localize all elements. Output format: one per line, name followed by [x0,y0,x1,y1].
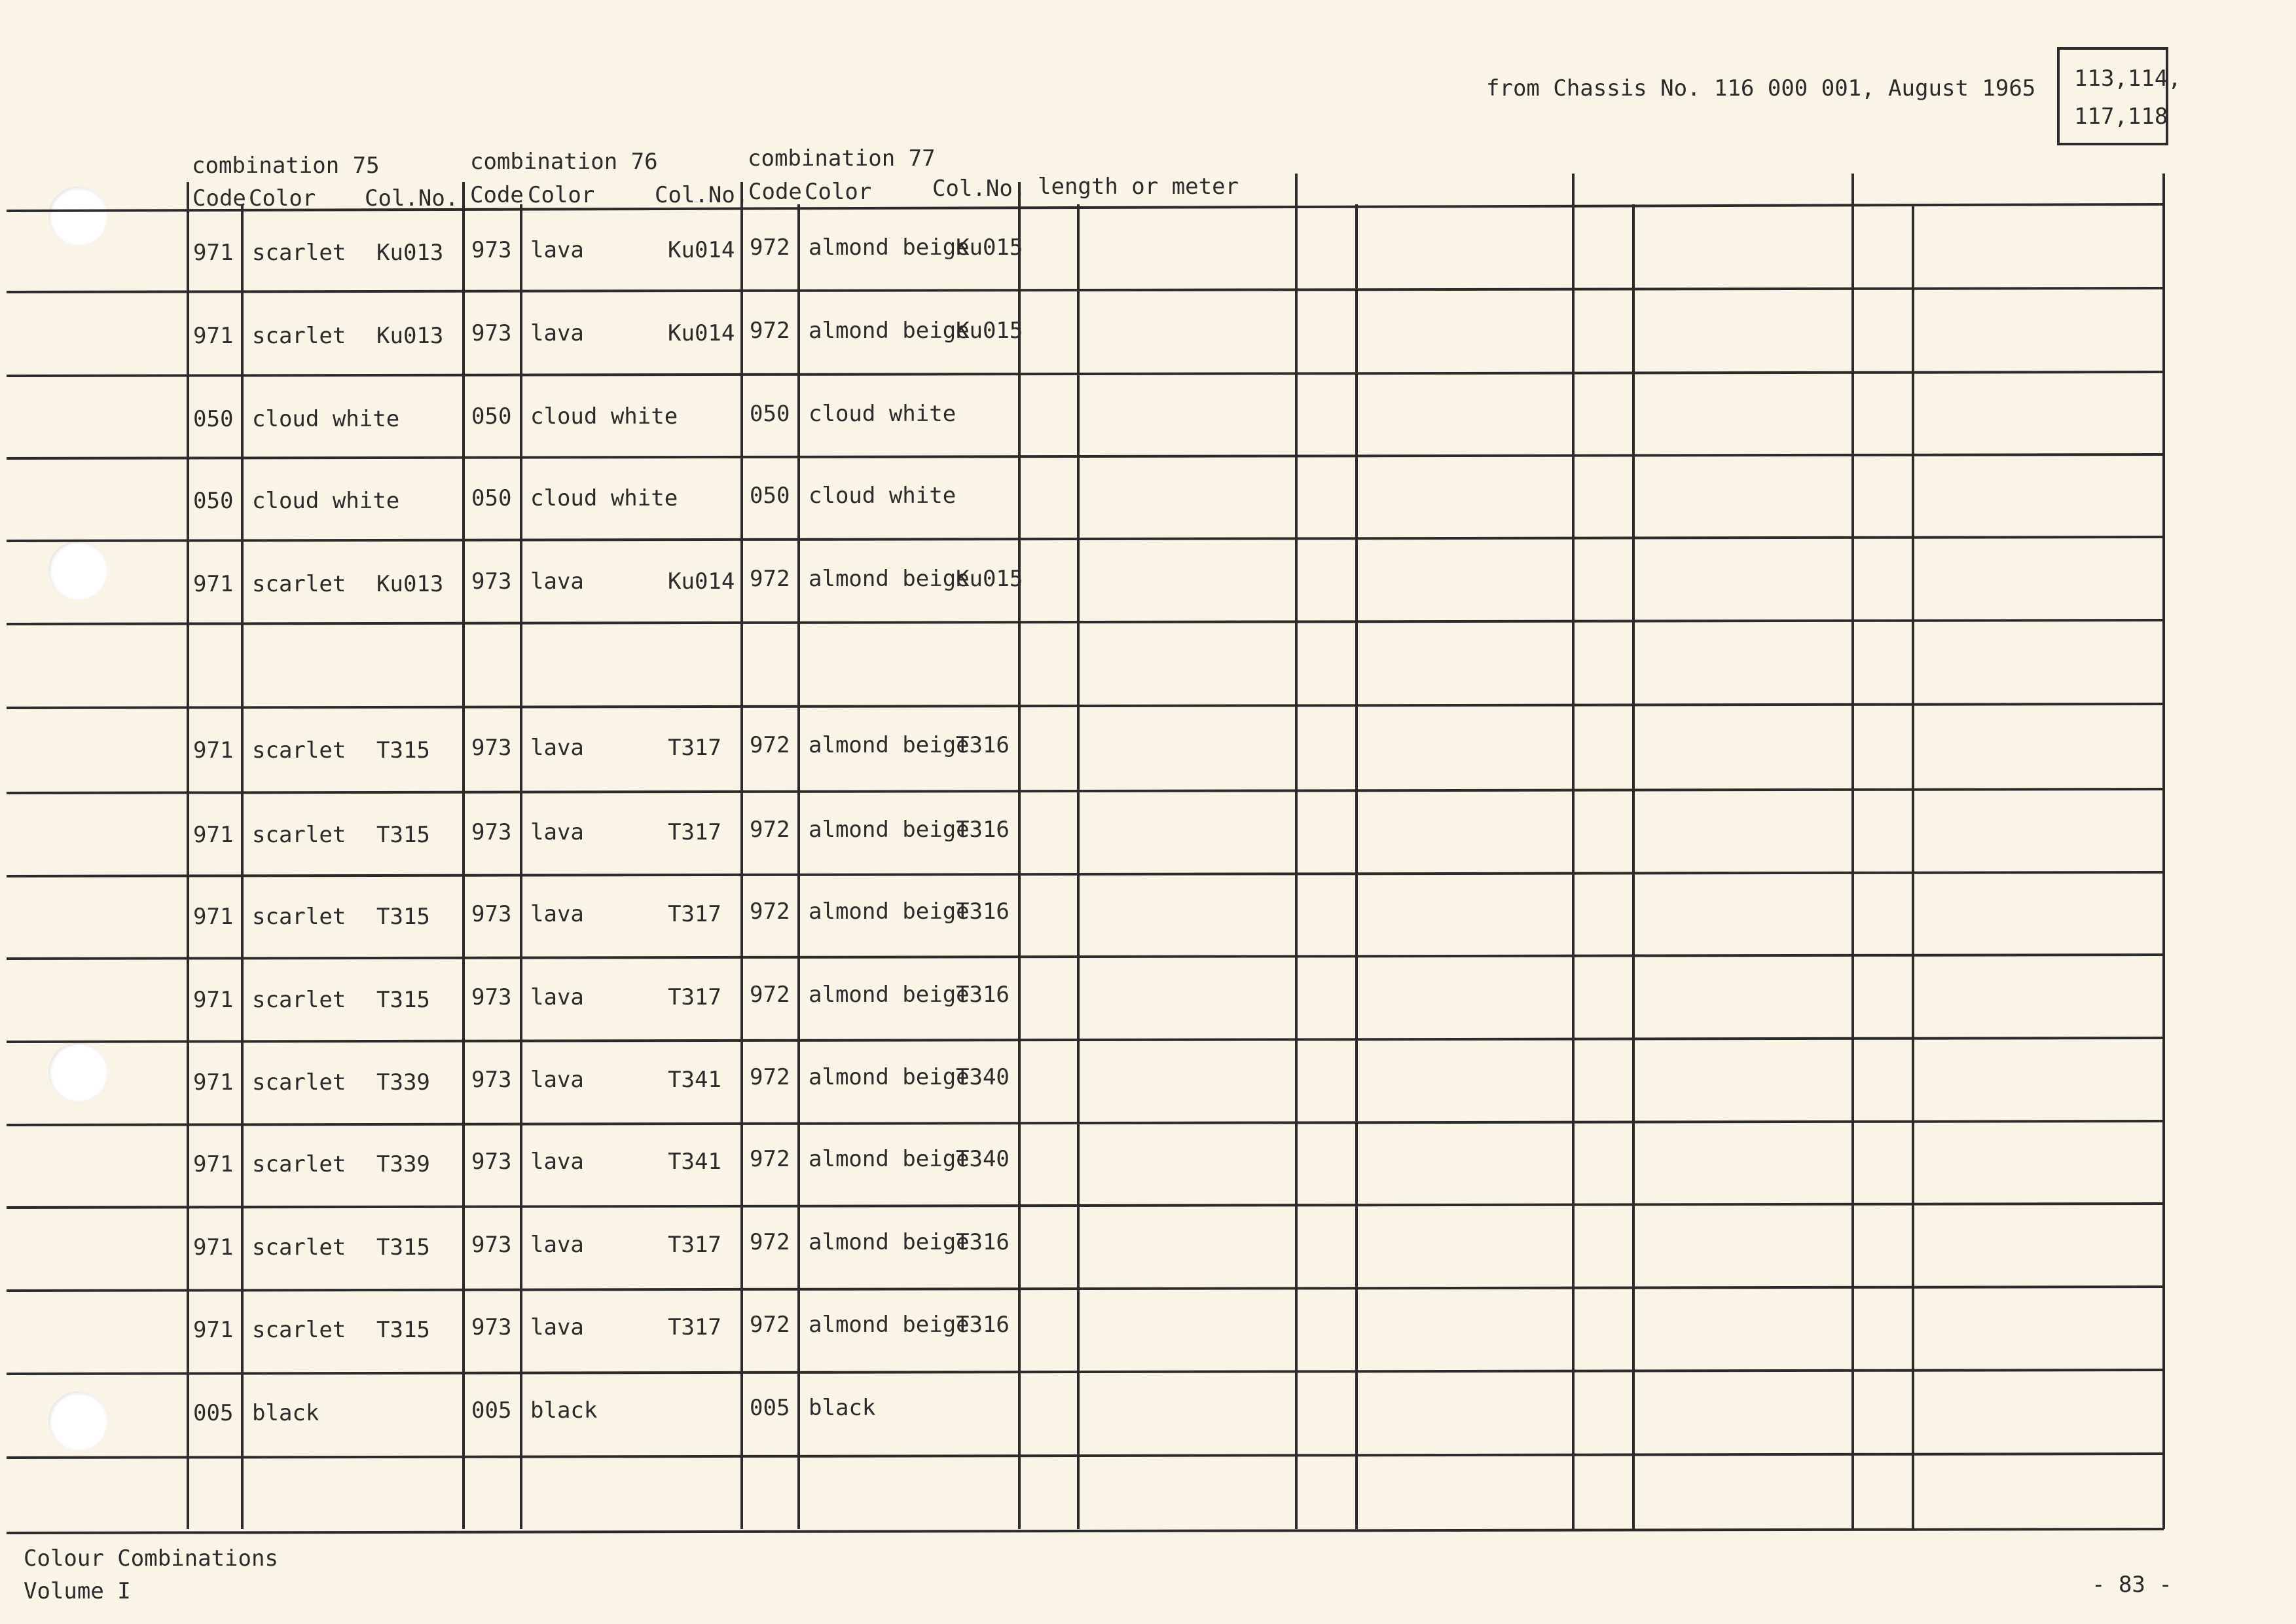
cell-code: 971 [193,1151,234,1177]
cell-colno: T315 [376,904,430,930]
colno-header: Col.No. [365,185,459,212]
cell-color: lava [530,819,584,845]
cell-code: 972 [750,1229,790,1255]
row-rule [7,537,2164,541]
cell-color: almond beige [809,1064,970,1090]
cell-colno: Ku014 [668,237,735,263]
row-rule [7,454,2164,458]
cell-code: 973 [471,1232,512,1258]
cell-code: 971 [193,822,234,848]
cell-code: 973 [471,568,512,595]
cell-colno: T317 [668,1232,721,1258]
cell-code: 971 [193,904,234,930]
cell-code: 973 [471,819,512,845]
cell-code: 005 [750,1395,790,1421]
cell-color: black [252,1400,319,1426]
cell-code: 973 [471,1149,512,1175]
cell-colno: T316 [956,898,1010,925]
cell-code: 973 [471,1314,512,1340]
cell-color: almond beige [809,1146,970,1172]
cell-colno: T316 [956,817,1010,843]
cell-color: cloud white [252,406,400,432]
cell-color: almond beige [809,566,970,592]
cell-color: almond beige [809,1312,970,1338]
cell-color: scarlet [252,737,346,764]
row-rule [7,372,2164,376]
cell-color: cloud white [809,483,957,509]
cell-code: 050 [471,403,512,430]
page-number: - 83 - [2092,1572,2172,1598]
cell-color: scarlet [252,1151,346,1177]
chassis-note: from Chassis No. 116 000 001, August 1965 [1486,75,2036,101]
colno-header: Col.No. [655,182,749,208]
cell-colno: Ku015 [956,234,1023,261]
cell-colno: Ku013 [376,571,444,597]
colno-header: Col.No. [932,175,1027,202]
cell-code: 971 [193,737,234,764]
cell-color: scarlet [252,1234,346,1261]
cell-code: 971 [193,1317,234,1343]
cell-code: 972 [750,1064,790,1090]
cell-color: lava [530,1232,584,1258]
row-rule [7,1370,2164,1374]
cell-colno: T315 [376,822,430,848]
cell-code: 972 [750,817,790,843]
code-header: Code [748,179,802,205]
row-rule [7,1529,2164,1533]
cell-color: cloud white [530,403,678,430]
footer-volume: Volume I [24,1578,131,1604]
cell-code: 972 [750,982,790,1008]
cell-color: lava [530,1149,584,1175]
row-rule [7,789,2164,793]
cell-code: 971 [193,240,234,266]
cell-color: scarlet [252,240,346,266]
cell-code: 971 [193,571,234,597]
cell-code: 005 [193,1400,234,1426]
cell-code: 971 [193,323,234,349]
cell-color: almond beige [809,898,970,925]
cell-colno: T315 [376,1234,430,1261]
color-header: Color [528,182,595,208]
cell-colno: Ku013 [376,240,444,266]
cell-colno: T317 [668,735,721,761]
row-rule [7,620,2164,624]
cell-code: 973 [471,1067,512,1093]
row-rule [7,1454,2164,1458]
model-numbers-line1: 113,114, [2074,65,2181,92]
cell-code: 972 [750,234,790,261]
cell-colno: T339 [376,1069,430,1096]
cell-colno: T341 [668,1067,721,1093]
cell-color: lava [530,1314,584,1340]
row-rule [7,872,2164,876]
cell-code: 050 [193,488,234,514]
cell-code: 050 [750,483,790,509]
cell-code: 973 [471,237,512,263]
cell-colno: T317 [668,984,721,1010]
cell-colno: T317 [668,1314,721,1340]
cell-color: scarlet [252,323,346,349]
cell-colno: Ku014 [668,320,735,346]
cell-code: 973 [471,984,512,1010]
cell-color: lava [530,1067,584,1093]
cell-color: black [530,1397,598,1424]
cell-color: scarlet [252,571,346,597]
cell-color: cloud white [809,401,957,427]
row-rule [7,955,2164,959]
cell-colno: Ku015 [956,318,1023,344]
combination-75-heading: combination 75 [192,153,380,179]
cell-colno: T316 [956,1312,1010,1338]
cell-code: 973 [471,320,512,346]
cell-color: lava [530,568,584,595]
cell-code: 972 [750,898,790,925]
cell-color: almond beige [809,234,970,261]
cell-color: scarlet [252,1069,346,1096]
cell-colno: Ku013 [376,323,444,349]
cell-code: 973 [471,901,512,927]
cell-color: scarlet [252,904,346,930]
row-rule [7,1121,2164,1125]
cell-colno: T340 [956,1146,1010,1172]
cell-code: 973 [471,735,512,761]
cell-colno: T317 [668,901,721,927]
model-numbers-line2: 117,118 [2074,103,2168,130]
cell-color: cloud white [252,488,400,514]
row-rule [7,1287,2164,1291]
cell-colno: T316 [956,732,1010,758]
cell-code: 971 [193,987,234,1013]
row-rule [7,288,2164,292]
cell-color: scarlet [252,822,346,848]
cell-colno: Ku015 [956,566,1023,592]
cell-color: lava [530,984,584,1010]
cell-colno: T316 [956,982,1010,1008]
code-header: Code [192,185,246,212]
table-top-rule [7,204,2164,211]
cell-color: almond beige [809,982,970,1008]
code-header: Code [470,182,524,208]
combination-76-heading: combination 76 [470,149,658,175]
cell-color: black [809,1395,876,1421]
cell-code: 972 [750,732,790,758]
cell-color: cloud white [530,485,678,511]
cell-color: lava [530,237,584,263]
cell-code: 972 [750,1146,790,1172]
color-header: Color [249,185,316,212]
cell-color: almond beige [809,732,970,758]
color-header: Color [805,179,872,205]
cell-code: 972 [750,566,790,592]
cell-colno: T315 [376,737,430,764]
cell-code: 050 [471,485,512,511]
cell-colno: T316 [956,1229,1010,1255]
cell-colno: T341 [668,1149,721,1175]
cell-code: 005 [471,1397,512,1424]
cell-code: 971 [193,1069,234,1096]
cell-code: 050 [750,401,790,427]
cell-color: almond beige [809,1229,970,1255]
row-rule [7,704,2164,708]
cell-color: almond beige [809,318,970,344]
cell-code: 971 [193,1234,234,1261]
model-number-box [2057,47,2181,145]
cell-code: 050 [193,406,234,432]
cell-color: scarlet [252,987,346,1013]
combination-77-heading: combination 77 [748,145,936,172]
row-rule [7,1204,2164,1208]
cell-color: almond beige [809,817,970,843]
footer-title: Colour Combinations [24,1545,278,1572]
cell-color: lava [530,735,584,761]
cell-colno: Ku014 [668,568,735,595]
length-or-meter-header: length or meter [1038,174,1239,200]
cell-color: scarlet [252,1317,346,1343]
cell-code: 972 [750,1312,790,1338]
row-rule [7,1038,2164,1042]
cell-color: lava [530,901,584,927]
cell-colno: T317 [668,819,721,845]
cell-colno: T315 [376,1317,430,1343]
cell-colno: T315 [376,987,430,1013]
cell-colno: T340 [956,1064,1010,1090]
cell-color: lava [530,320,584,346]
cell-colno: T339 [376,1151,430,1177]
cell-code: 972 [750,318,790,344]
